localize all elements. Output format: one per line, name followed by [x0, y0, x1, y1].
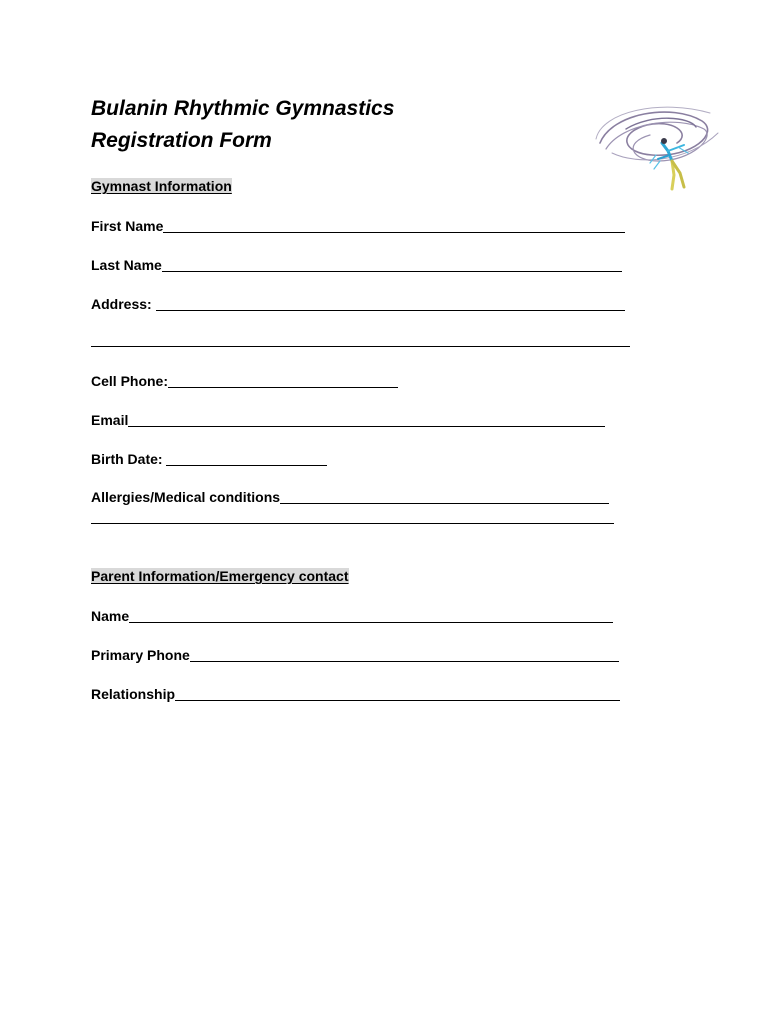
address-line[interactable]	[156, 310, 625, 311]
form-title-line1: Bulanin Rhythmic Gymnastics	[91, 97, 395, 120]
first-name-line[interactable]	[163, 232, 625, 233]
last-name-field[interactable]	[91, 256, 622, 274]
primary-phone-line[interactable]	[190, 661, 619, 662]
allergies-label: Allergies/Medical conditions	[91, 489, 281, 505]
relationship-label: Relationship	[91, 686, 176, 702]
first-name-label: First Name	[91, 218, 164, 234]
first-name-field[interactable]	[91, 217, 625, 235]
birth-date-line[interactable]	[166, 465, 327, 466]
parent-name-field[interactable]	[91, 607, 613, 625]
address-label: Address:	[91, 296, 156, 312]
cell-phone-field[interactable]	[91, 372, 398, 390]
address-continuation-line[interactable]	[91, 346, 630, 347]
email-label: Email	[91, 412, 129, 428]
cell-phone-label: Cell Phone:	[91, 373, 169, 389]
address-field[interactable]	[91, 295, 625, 313]
form-title-line2: Registration Form	[91, 129, 272, 152]
gymnast-information-heading: Gymnast Information	[91, 178, 232, 194]
birth-date-label: Birth Date:	[91, 451, 167, 467]
parent-name-label: Name	[91, 608, 130, 624]
primary-phone-label: Primary Phone	[91, 647, 190, 663]
form-title	[91, 93, 394, 157]
parent-information-heading: Parent Information/Emergency contact	[91, 568, 349, 584]
last-name-label: Last Name	[91, 257, 162, 273]
last-name-line[interactable]	[162, 271, 622, 272]
email-line[interactable]	[128, 426, 605, 427]
relationship-field[interactable]	[91, 685, 620, 703]
parent-name-line[interactable]	[129, 622, 613, 623]
email-field[interactable]	[91, 411, 605, 429]
relationship-line[interactable]	[175, 700, 620, 701]
allergies-continuation-line[interactable]	[91, 523, 614, 524]
birth-date-field[interactable]	[91, 450, 327, 468]
primary-phone-field[interactable]	[91, 646, 619, 664]
cell-phone-line[interactable]	[168, 387, 398, 388]
rhythmic-gymnast-logo-icon	[592, 103, 726, 195]
allergies-line[interactable]	[280, 503, 609, 504]
allergies-field[interactable]	[91, 488, 609, 506]
